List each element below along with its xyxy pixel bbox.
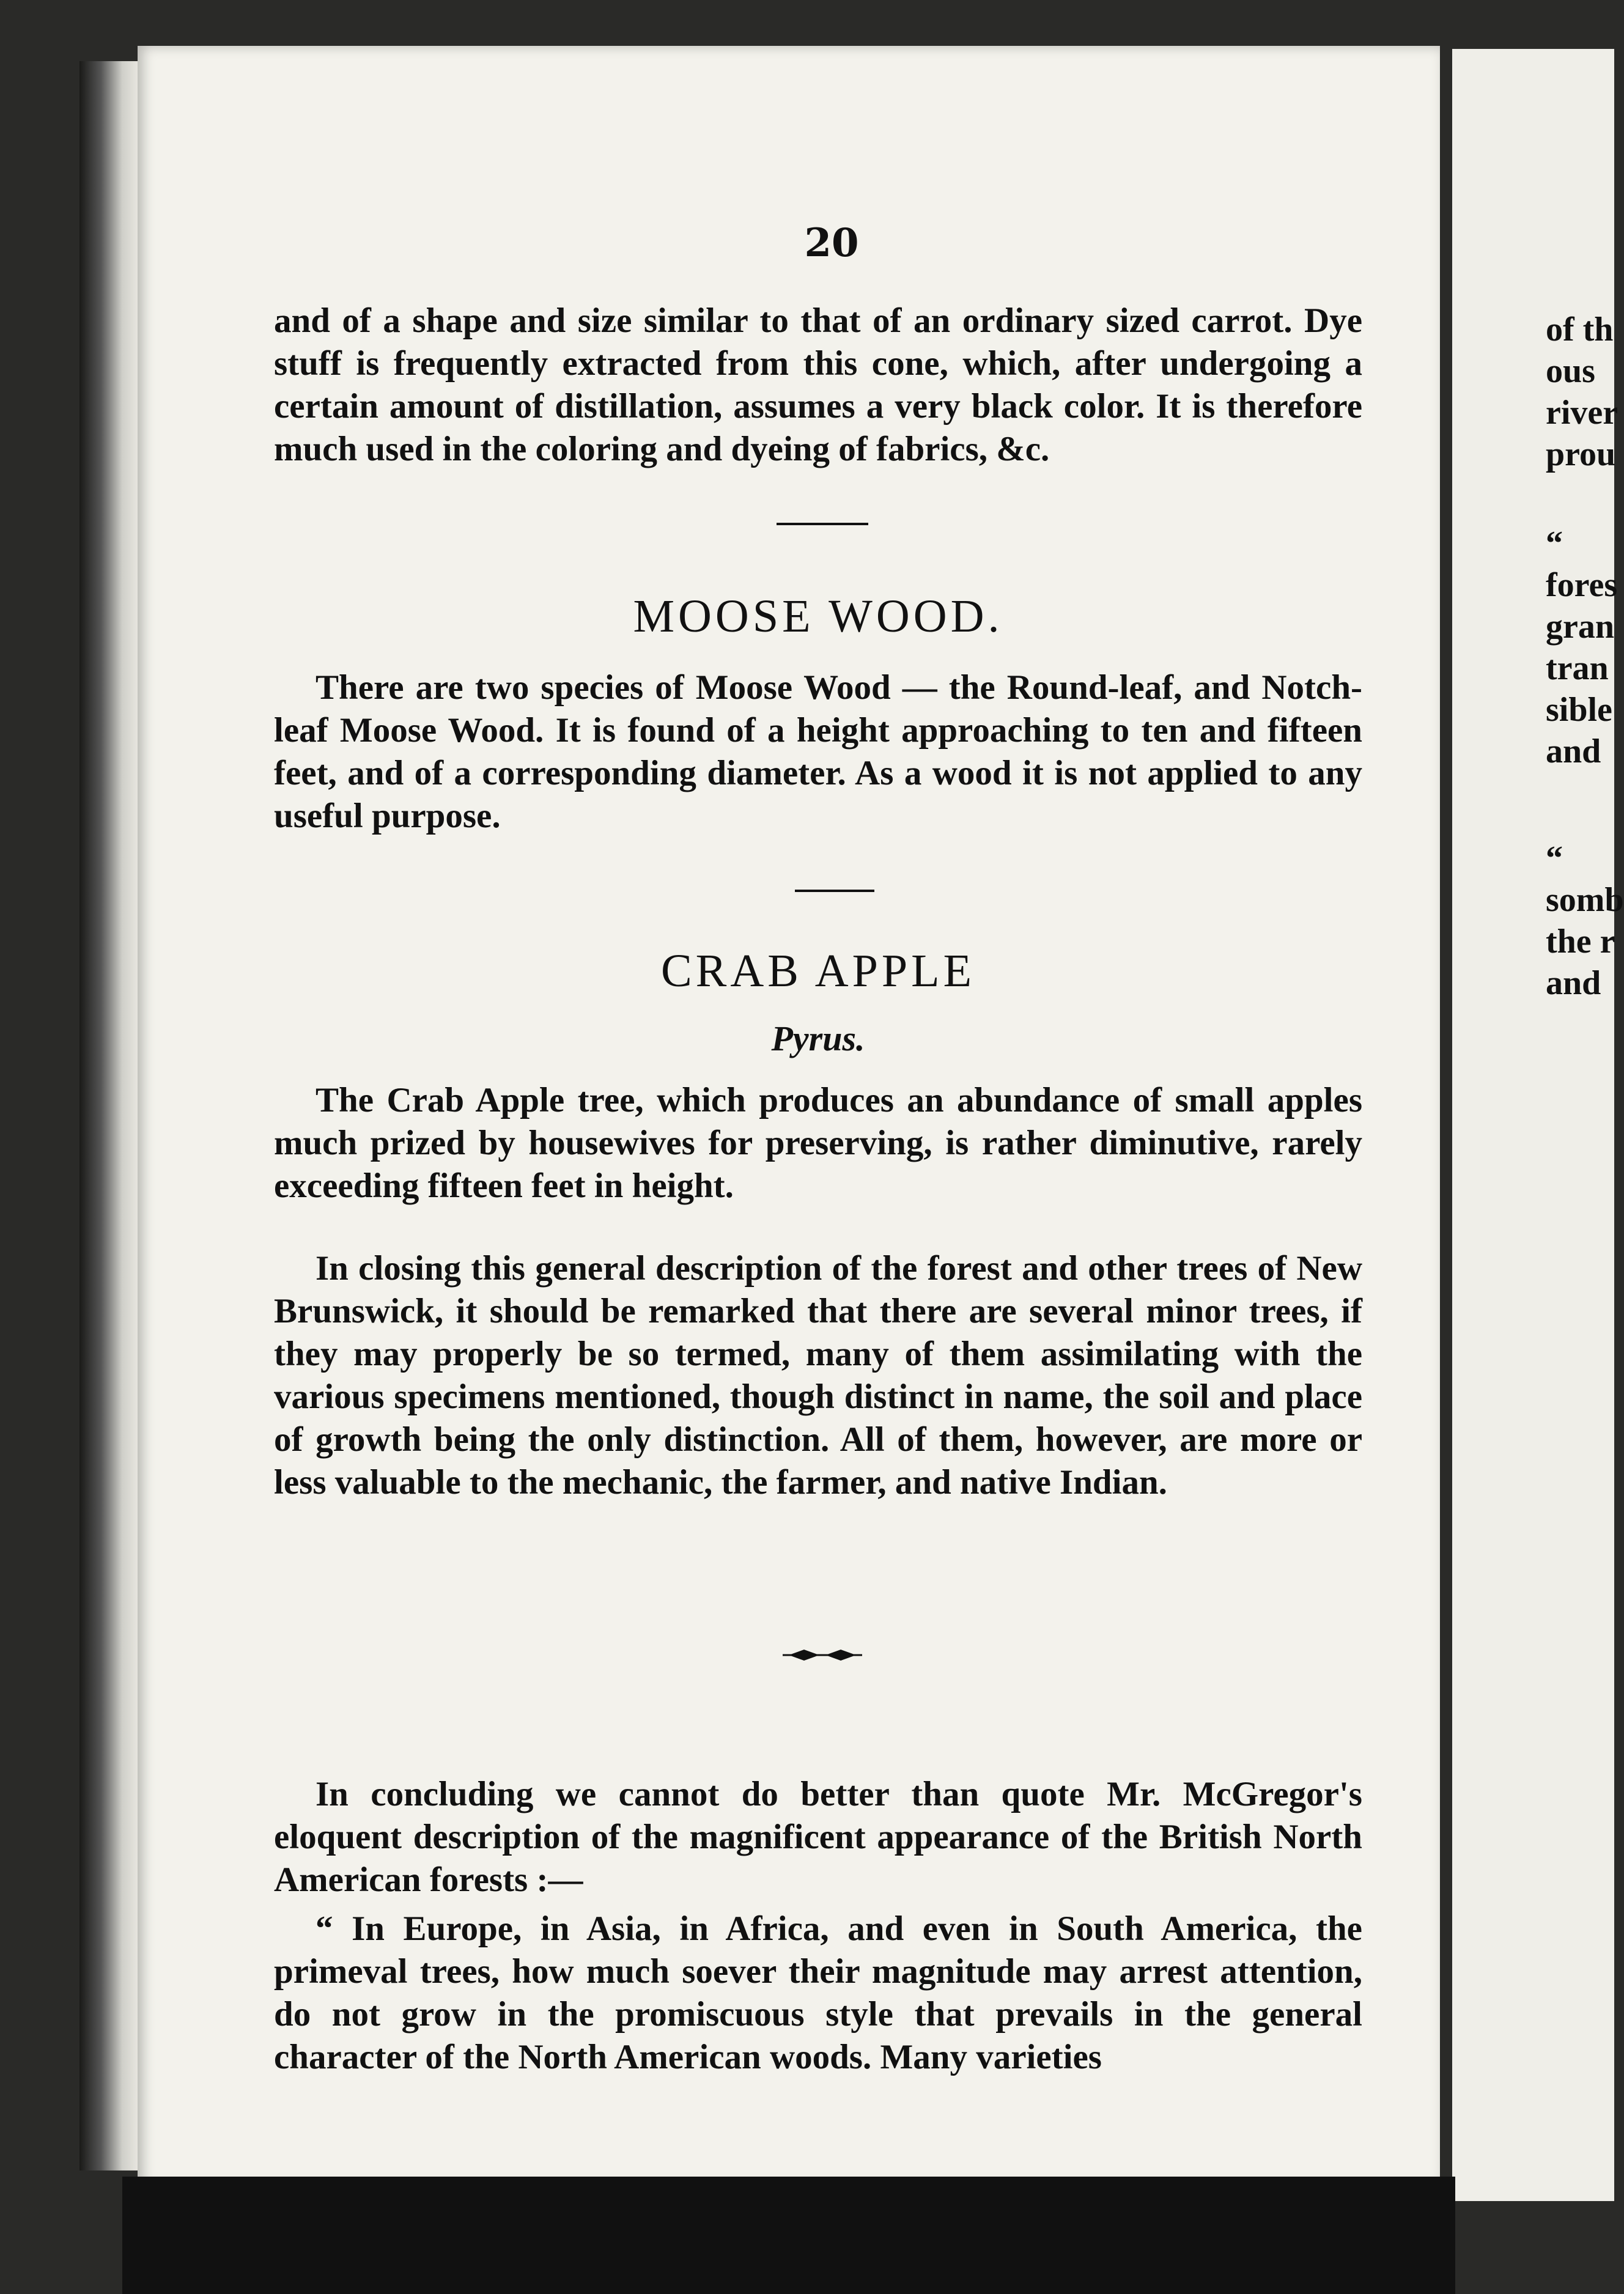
section-divider: [777, 523, 868, 525]
page-bottom-shadow: [122, 2177, 1455, 2294]
ornament-divider: [783, 1646, 862, 1664]
opening-paragraph: and of a shape and size similar to that of an ordinary sized carrot. Dye stuff is frequently extracted from this cone, which, after undergoing a certain amount of distillation, assumes a very black color. It is therefore much used in the coloring and dyeing of fabrics, &c.: [274, 301, 1362, 468]
right-page-text-top: of th ous river prou: [1546, 311, 1618, 473]
right-page-text-middle: “ fores gran tran sible and: [1546, 525, 1618, 770]
crab-apple-paragraph: The Crab Apple tree, which produces an abundance of small apples much prized by housewives for preserving, is rather diminutive, rarely exceeding fifteen feet in height.: [274, 1081, 1362, 1205]
crab-apple-latin-name: Pyrus.: [771, 1019, 865, 1058]
moose-wood-heading: MOOSE WOOD.: [633, 591, 1003, 642]
crab-apple-heading: CRAB APPLE: [660, 945, 976, 997]
right-page-text-lower: “ somb the r and: [1546, 839, 1624, 1002]
conclusion-paragraph: In concluding we cannot do better than quote Mr. McGregor's eloquent description of the magnificent appearance of the British North American forests :—: [274, 1775, 1362, 1899]
moose-wood-paragraph: There are two species of Moose Wood — the Round-leaf, and Notch-leaf Moose Wood. It is found of a height approaching to ten and fifteen feet, and of a corresponding diameter. As a wood it is not applied to any useful purpose.: [274, 668, 1362, 835]
page-number: 20: [804, 220, 859, 266]
quote-paragraph: “ In Europe, in Asia, in Africa, and even in South America, the primeval trees, how much soever their magnitude may arrest attention, do not grow in the promiscuous style that prevails in the general character of the North American woods. Many varieties: [274, 1909, 1362, 2076]
section-divider: [795, 890, 874, 892]
book-binding: [79, 61, 141, 2170]
closing-paragraph: In closing this general description of the forest and other trees of New Brunswick, it should be remarked that there are several minor trees, if they may properly be so termed, many of them assimilating with the various specimens mentioned, though distinct in name, the soil and place of growth being the only distinction. All of them, however, are more or less valuable to the mechanic, the farmer, and native Indian.: [274, 1249, 1362, 1502]
